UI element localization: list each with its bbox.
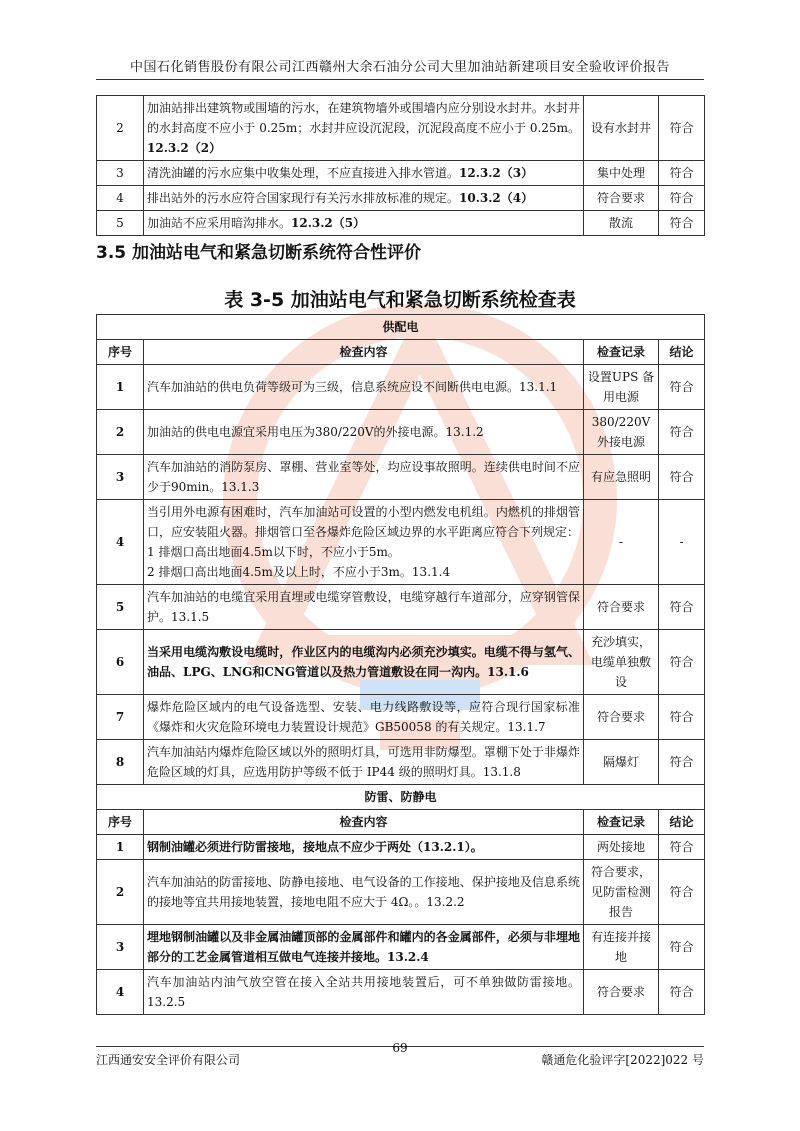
clause-ref: 12.3.2（5） <box>291 216 366 230</box>
content-line: 当引用外电源有困难时，汽车加油站可设置的小型内燃发电机组。内燃机的排烟管口，应安装阻火器。排烟管口至各爆炸危险区域边界的水平距离应符合下列规定： <box>147 505 580 539</box>
content-line: 2 排烟口高出地面4.5m及以上时，不应小于3m。13.1.4 <box>147 565 451 579</box>
row-content <box>144 365 584 410</box>
row-record: 两处接地 <box>584 835 659 860</box>
table-row <box>97 970 705 1015</box>
row-record: 隔爆灯 <box>584 740 659 785</box>
table-row <box>97 161 705 186</box>
column-header-row <box>97 810 705 835</box>
table-row <box>97 740 705 785</box>
row-result: 符合 <box>659 740 705 785</box>
page-footer <box>96 1041 704 1070</box>
row-number: 2 <box>97 860 144 925</box>
row-record: 设有水封井 <box>584 96 659 161</box>
row-result: 符合 <box>659 835 705 860</box>
row-number: 7 <box>97 695 144 740</box>
content-line: 埋地钢制油罐以及非金属油罐顶部的金属部件和罐内的各金属部件，必须与非埋地部分的工艺金属管道相互做电气连接并接地。13.2.4 <box>147 930 580 964</box>
prev-table <box>96 95 705 236</box>
row-record: 设置UPS 备用电源 <box>584 365 659 410</box>
col-header-result: 结论 <box>659 340 705 365</box>
row-content <box>144 860 584 925</box>
row-record: 充沙填实，电缆单独敷设 <box>584 630 659 695</box>
content-line: 汽车加油站的电缆宜采用直埋或电缆穿管敷设，电缆穿越行车道部分，应穿钢管保护。13.1.5 <box>147 590 580 624</box>
row-number: 4 <box>97 970 144 1015</box>
row-result: 符合 <box>659 455 705 500</box>
row-result: 符合 <box>659 96 705 161</box>
row-content <box>144 585 584 630</box>
table-row <box>97 695 705 740</box>
table-row <box>97 630 705 695</box>
row-number: 8 <box>97 740 144 785</box>
row-result: 符合 <box>659 211 705 236</box>
clause-ref: 10.3.2（4） <box>459 191 534 205</box>
row-result: 符合 <box>659 161 705 186</box>
row-record: 有应急照明 <box>584 455 659 500</box>
table-row <box>97 925 705 970</box>
row-content <box>144 695 584 740</box>
table-row <box>97 96 705 161</box>
row-content: 排出站外的污水应符合国家现行有关污水排放标准的规定。10.3.2（4） <box>144 186 584 211</box>
table-row <box>97 455 705 500</box>
row-content <box>144 835 584 860</box>
table-row <box>97 500 705 585</box>
table-row <box>97 410 705 455</box>
row-record: 符合要求 <box>584 585 659 630</box>
content-line: 加油站的供电电源宜采用电压为380/220V的外接电源。13.1.2 <box>147 425 484 439</box>
row-result: 符合 <box>659 860 705 925</box>
row-number: 3 <box>97 455 144 500</box>
content-line: 汽车加油站的消防泵房、罩棚、营业室等处，均应设事故照明。连续供电时间不应少于90min。13.1.3 <box>147 460 580 494</box>
content-line: 汽车加油站的防雷接地、防静电接地、电气设备的工作接地、保护接地及信息系统的接地等宜共用接地装置，接地电阻不应大于 4Ω。。13.2.2 <box>147 875 580 909</box>
row-result: 符合 <box>659 585 705 630</box>
row-number: 2 <box>97 410 144 455</box>
row-result: 符合 <box>659 365 705 410</box>
content-line: 钢制油罐必须进行防雷接地，接地点不应少于两处（13.2.1）。 <box>147 840 483 854</box>
row-record: 散流 <box>584 211 659 236</box>
row-result: 符合 <box>659 410 705 455</box>
table-row <box>97 835 705 860</box>
row-content: 加油站不应采用暗沟排水。12.3.2（5） <box>144 211 584 236</box>
row-result: 符合 <box>659 925 705 970</box>
content-line: 汽车加油站内爆炸危险区域以外的照明灯具，可选用非防爆型。罩棚下处于非爆炸危险区域的灯具，应选用防护等级不低于 IP44 级的照明灯具。13.1.8 <box>147 745 580 779</box>
content-line: 汽车加油站的供电负荷等级可为三级，信息系统应设不间断供电电源。13.1.1 <box>147 380 558 394</box>
column-header-row <box>97 340 705 365</box>
row-record: 380/220V 外接电源 <box>584 410 659 455</box>
col-header-num: 序号 <box>97 340 144 365</box>
row-number: 1 <box>97 835 144 860</box>
group-title: 防雷、防静电 <box>97 785 705 810</box>
row-content <box>144 740 584 785</box>
row-result: 符合 <box>659 630 705 695</box>
row-number: 3 <box>97 925 144 970</box>
group-title: 供配电 <box>97 315 705 340</box>
row-record: - <box>584 500 659 585</box>
row-record: 集中处理 <box>584 161 659 186</box>
group-header-row <box>97 785 705 810</box>
table-row <box>97 186 705 211</box>
col-header-result: 结论 <box>659 810 705 835</box>
content-line: 1 排烟口高出地面4.5m以下时，不应小于5m。 <box>147 545 400 559</box>
row-record: 有连接并接地 <box>584 925 659 970</box>
row-result: 符合 <box>659 186 705 211</box>
row-content <box>144 455 584 500</box>
page-header: 中国石化销售股份有限公司江西赣州大余石油分公司大里加油站新建项目安全验收评价报告 <box>96 56 704 80</box>
content-line: 当采用电缆沟敷设电缆时，作业区内的电缆沟内必须充沙填实。电缆不得与氢气、油品、LPG、LNG和CNG管道以及热力管道敷设在同一沟内。13.1.6 <box>147 645 580 679</box>
table-row <box>97 860 705 925</box>
table-row <box>97 585 705 630</box>
row-content <box>144 925 584 970</box>
row-number: 1 <box>97 365 144 410</box>
clause-ref: 12.3.2（2） <box>147 141 222 155</box>
row-content <box>144 630 584 695</box>
row-result: - <box>659 500 705 585</box>
clause-ref: 12.3.2（3） <box>459 166 534 180</box>
row-result: 符合 <box>659 695 705 740</box>
row-content <box>144 410 584 455</box>
row-content: 加油站排出建筑物或围墙的污水，在建筑物墙外或围墙内应分别设水封井。水封井的水封高度不应小于 0.25m；水封井应设沉泥段，沉泥段高度不应小于 0.25m。12.3.2（2） <box>144 96 584 161</box>
check-table <box>96 314 705 1015</box>
row-content: 清洗油罐的污水应集中收集处理，不应直接进入排水管道。12.3.2（3） <box>144 161 584 186</box>
col-header-content: 检查内容 <box>144 810 584 835</box>
group-header-row <box>97 315 705 340</box>
col-header-num: 序号 <box>97 810 144 835</box>
table-row <box>97 365 705 410</box>
content-line: 汽车加油站内油气放空管在接入全站共用接地装置后，可不单独做防雷接地。13.2.5 <box>147 975 580 1009</box>
row-record: 符合要求 <box>584 695 659 740</box>
content-line: 爆炸危险区域内的电气设备选型、安装、电力线路敷设等，应符合现行国家标准《爆炸和火灾危险环境电力装置设计规范》GB50058 的有关规定。13.1.7 <box>147 700 580 734</box>
col-header-record: 检查记录 <box>584 810 659 835</box>
row-content <box>144 500 584 585</box>
page-number: 69 <box>392 1041 408 1055</box>
row-result: 符合 <box>659 970 705 1015</box>
col-header-content: 检查内容 <box>144 340 584 365</box>
footer-company: 江西通安安全评价有限公司 <box>96 1053 241 1067</box>
row-number: 6 <box>97 630 144 695</box>
row-number: 4 <box>97 186 144 211</box>
table-row <box>97 211 705 236</box>
row-number: 5 <box>97 585 144 630</box>
section-title: 3.5 加油站电气和紧急切断系统符合性评价 <box>96 243 422 263</box>
row-record: 符合要求，见防雷检测报告 <box>584 860 659 925</box>
col-header-record: 检查记录 <box>584 340 659 365</box>
row-record: 符合要求 <box>584 970 659 1015</box>
table-caption: 表 3-5 加油站电气和紧急切断系统检查表 <box>224 289 576 311</box>
row-record: 符合要求 <box>584 186 659 211</box>
row-number: 5 <box>97 211 144 236</box>
row-content <box>144 970 584 1015</box>
row-number: 3 <box>97 161 144 186</box>
row-number: 2 <box>97 96 144 161</box>
doc-number: 赣通危化验评字[2022]022 号 <box>541 1053 704 1067</box>
row-number: 4 <box>97 500 144 585</box>
